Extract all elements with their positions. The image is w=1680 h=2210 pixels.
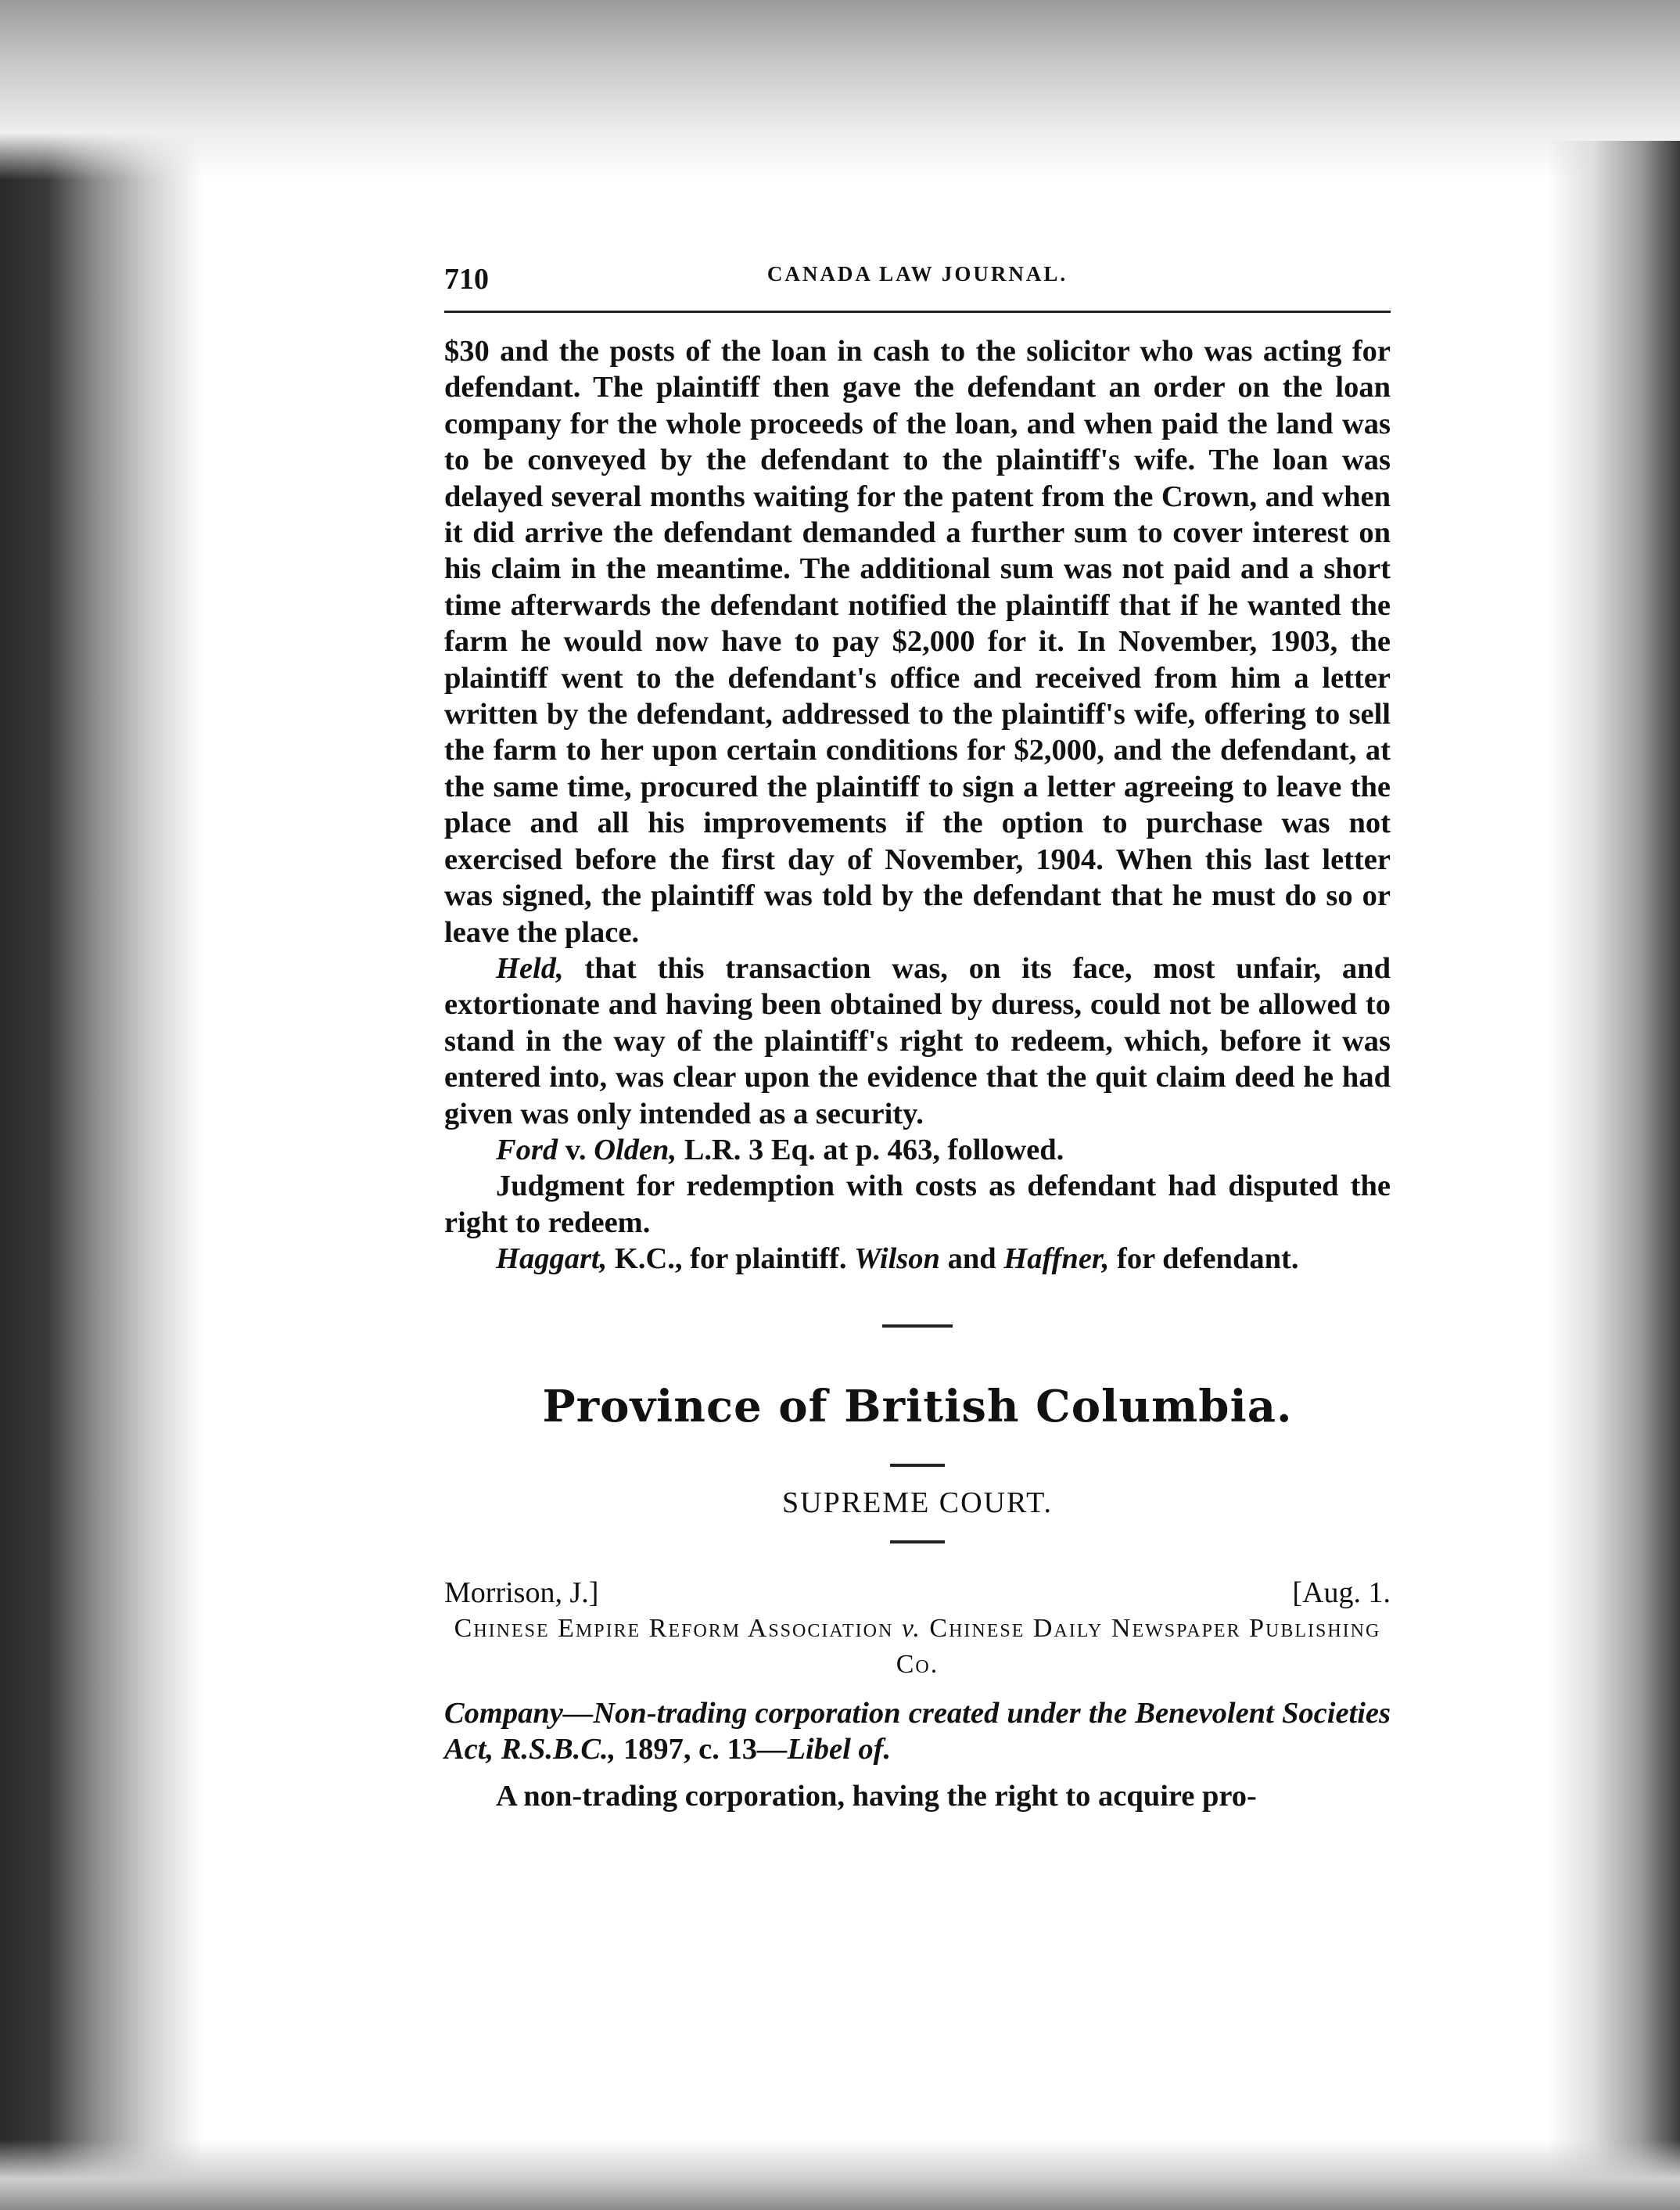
province-heading: Province of British Columbia. <box>542 1380 1293 1432</box>
scan-shadow-left <box>0 0 203 2210</box>
held-label: Held, <box>496 951 564 985</box>
scan-shadow-bottom <box>0 2140 1680 2210</box>
headnote-italic: Company—Non-trading corporation created under the Benevolent Societies Act, R.S.B.C., <box>444 1696 1391 1766</box>
headnote-plain: 1897, c. 13 <box>616 1732 758 1766</box>
scan-shadow-right <box>1547 141 1680 2210</box>
running-head: CANADA LAW JOURNAL. <box>766 262 1068 286</box>
case-ford: Ford <box>496 1133 558 1166</box>
page-header <box>444 262 1391 313</box>
case-title-party2: Chinese Daily Newspaper Publishing Co. <box>896 1613 1381 1679</box>
counsel-haffner: Haffner, <box>1003 1242 1110 1276</box>
page-number: 710 <box>444 263 489 296</box>
journal-page <box>444 262 1391 1815</box>
headnote-end: —Libel of. <box>757 1732 892 1766</box>
case-title-v: v. <box>893 1613 930 1643</box>
citation-v: v. <box>558 1133 594 1166</box>
court-divider <box>890 1540 945 1543</box>
counsel-haggart: Haggart, <box>496 1242 608 1276</box>
counsel-end: for defendant. <box>1109 1242 1299 1276</box>
court-heading: SUPREME COURT. <box>782 1486 1053 1519</box>
citation-rest: L.R. 3 Eq. at p. 463, followed. <box>677 1133 1064 1166</box>
counsel-wilson: Wilson <box>854 1242 940 1276</box>
facts-paragraph: $30 and the posts of the loan in cash to the solicitor who was acting for defendant. The plaintiff then gave the defendant an order on the loan company for the whole proceeds of the loan, and when paid the land was to be conveyed by the defendant to the plaintiff's wife. The loan was delayed several months waiting for the patent from the Crown, and when it did arrive the defendant demanded a further sum to cover interest on his claim in the meantime. The additional sum was not paid and a short time afterwards the defendant notified the plaintiff that if he wanted the farm he would now have to pay $2,000 for it. In November, 1903, the plaintiff went to the defendant's office and received from him a letter written by the defendant, addressed to the plaintiff's wife, offering to sell the farm to her upon certain conditions for $2,000, and the defendant, at the same time, procured the plaintiff to sign a letter agreeing to leave the place and all his improvements if the option to purchase was not exercised before the first day of November, 1904. When this last letter was signed, the plaintiff was told by the defendant that he must do so or leave the place. <box>444 335 1391 949</box>
held-text: that this transaction was, on its face, most unfair, and extortionate and having been obtained by duress, could not be allowed to stand in the way of the plaintiff's right to redeem, which, before it was entered into, was clear upon the evidence that the quit claim deed he had given was only intended as a security. <box>444 951 1391 1130</box>
scan-shadow-top <box>0 0 1680 180</box>
judgment-paragraph: Judgment for redemption with costs as defendant had disputed the right to redeem. <box>444 1170 1391 1239</box>
judge-name: Morrison, J.] <box>444 1576 599 1609</box>
counsel-and: and <box>939 1242 1004 1276</box>
closing-line: A non-trading corporation, having the right to acquire pro- <box>496 1780 1257 1813</box>
held-paragraph <box>444 950 1391 1132</box>
heading-divider <box>890 1464 945 1467</box>
citation-paragraph <box>444 1132 1391 1168</box>
counsel-mid: K.C., for plaintiff. <box>607 1242 855 1276</box>
case-olden: Olden, <box>594 1133 677 1166</box>
headnote <box>444 1695 1391 1768</box>
case-title-party1: Chinese Empire Reform Association <box>454 1613 894 1643</box>
counsel-paragraph <box>444 1241 1391 1277</box>
section-divider <box>882 1324 953 1328</box>
case-byline <box>444 1575 1391 1611</box>
case-title <box>444 1611 1391 1683</box>
case-date: [Aug. 1. <box>1292 1576 1391 1609</box>
